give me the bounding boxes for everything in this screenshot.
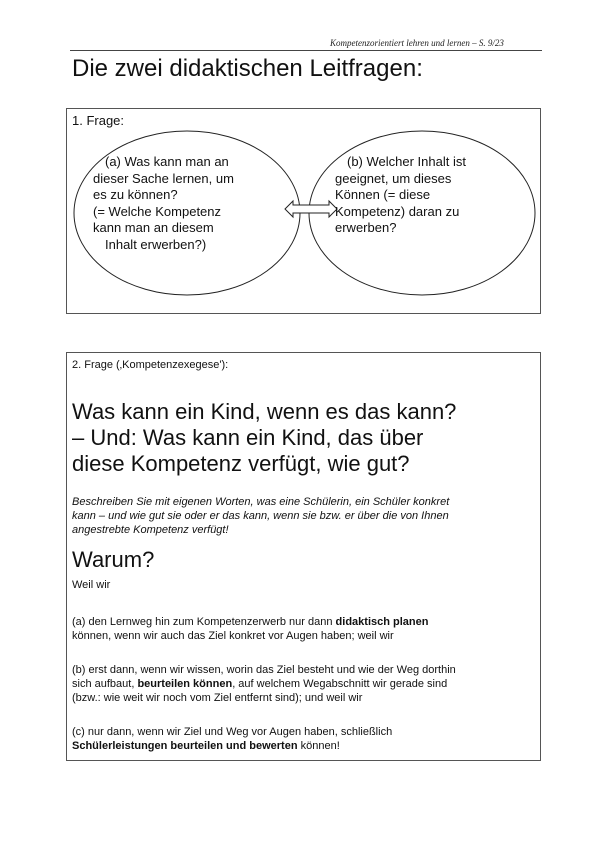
reason-c-text: (c) nur dann, wenn wir Ziel und Weg vor Augen haben, schließlich: [72, 726, 393, 738]
bubble-b-line: geeignet, um dieses: [335, 170, 452, 186]
double-arrow-icon: [285, 201, 337, 217]
reason-c-text: können!: [297, 740, 340, 752]
reason-b-text: (bzw.: wie weit wir noch vom Ziel entfernt sind); und weil wir: [72, 692, 363, 704]
reason-b-bold: beurteilen können: [137, 678, 233, 690]
instruction-line: kann – und wie gut sie oder er das kann, wenn sie bzw. er über die von Ihnen: [72, 510, 449, 522]
bubble-a-line: kann man an diesem: [93, 220, 214, 235]
reason-c-bold: Schülerleistungen beurteilen und bewerten: [72, 740, 298, 752]
reason-c: [72, 725, 392, 753]
instruction-line: angestrebte Kompetenz verfügt!: [72, 524, 229, 536]
question-line: Was kann ein Kind, wenn es das kann?: [72, 399, 457, 424]
question-line: diese Kompetenz verfügt, wie gut?: [72, 451, 410, 476]
bubble-b-text: [335, 154, 515, 237]
bubble-b-line: (b) Welcher Inhalt ist: [347, 154, 466, 169]
question-line: – Und: Was kann ein Kind, das über: [72, 425, 424, 450]
bubble-a-line: (a) Was kann man an: [105, 154, 229, 169]
reason-a-text: können, wenn wir auch das Ziel konkret vor Augen haben; weil wir: [72, 630, 394, 642]
reason-b-text: (b) erst dann, wenn wir wissen, worin das Ziel besteht und wie der Weg dorthin: [72, 664, 456, 676]
bubble-a-line: dieser Sache lernen, um: [93, 170, 234, 186]
warum-heading: Warum?: [72, 547, 155, 572]
header-rule: [70, 50, 542, 51]
frage2-label: 2. Frage (‚Kompetenzexegese'):: [72, 359, 229, 371]
reason-a: [72, 615, 428, 643]
bubble-b-line: Kompetenz) daran zu: [335, 203, 460, 219]
reason-a-text: (a) den Lernweg hin zum Kompetenzerwerb nur dann: [72, 616, 336, 628]
bubble-b-line: erwerben?: [335, 220, 397, 235]
reason-a-bold: didaktisch planen: [335, 616, 429, 628]
frage2-box: [66, 352, 541, 761]
weil-wir-text: Weil wir: [72, 579, 111, 591]
instruction-line: Beschreiben Sie mit eigenen Worten, was eine Schülerin, ein Schüler konkret: [72, 496, 450, 508]
bubble-a-text: [93, 154, 283, 253]
frage1-box: [66, 108, 541, 314]
instruction-text: [72, 495, 449, 537]
bubble-b-line: Können (= diese: [335, 187, 431, 202]
kompetenz-question: [72, 399, 456, 477]
bubble-a-line: Inhalt erwerben?): [105, 236, 207, 252]
frage1-label: 1. Frage:: [72, 113, 125, 128]
page-header: Kompetenzorientiert lehren und lernen – S. 9/23: [330, 38, 504, 48]
reason-b-text: sich aufbaut,: [72, 678, 138, 690]
page-title: Die zwei didaktischen Leitfragen:: [72, 55, 423, 82]
bubble-a-line: es zu können?: [93, 187, 178, 202]
reason-b-text: , auf welchem Wegabschnitt wir gerade sind: [232, 678, 448, 690]
reason-b: [72, 663, 456, 705]
bubble-a-line: (= Welche Kompetenz: [93, 203, 222, 219]
